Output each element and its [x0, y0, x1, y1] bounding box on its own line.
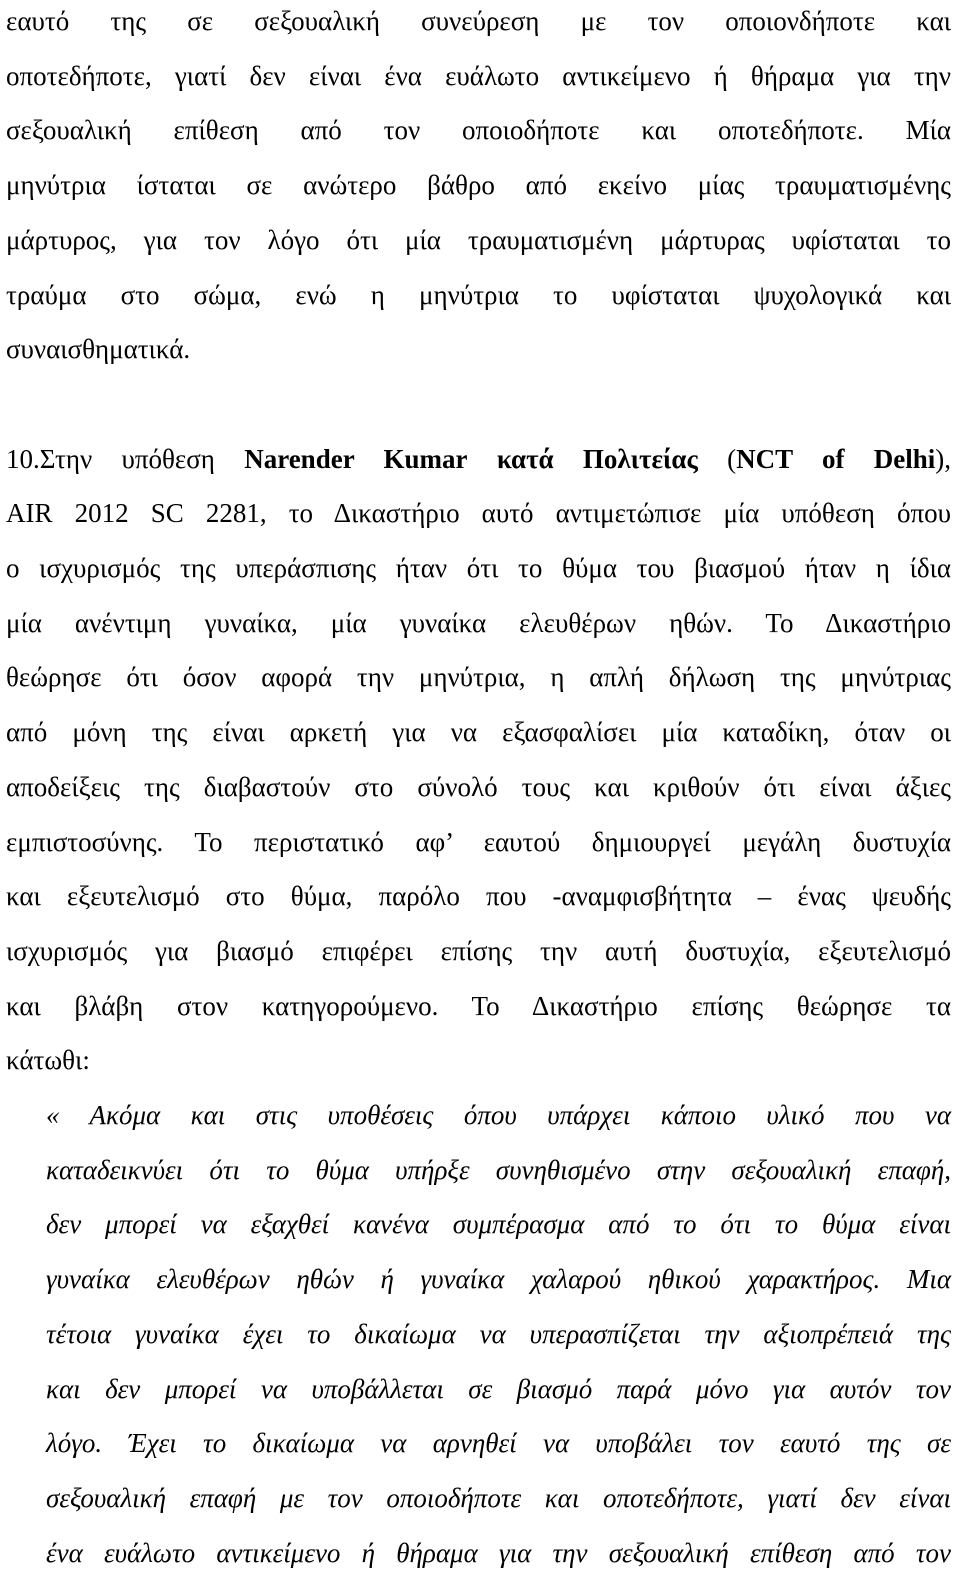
text-line: τραύμα στο σώμα, ενώ η μηνύτρια το υφίσταται ψυχολογικά και [6, 279, 951, 310]
quote-line: « Ακόμα και στις υποθέσεις όπου υπάρχει κάποιο υλικό που να [46, 1100, 951, 1131]
spacer-text [468, 444, 497, 474]
paren-open: ( [727, 443, 737, 474]
quote-line: δεν μπορεί να εξαχθεί κανένα συμπέρασμα από το ότι το θύμα είναι [46, 1209, 951, 1240]
text-line: από μόνη της είναι αρκετή για να εξασφαλίσει μία καταδίκη, όταν οι [6, 717, 951, 748]
quote-line: ένα ευάλωτο αντικείμενο ή θήραμα για την σεξουαλική επίθεση από τον [46, 1537, 951, 1568]
quote-line: και δεν μπορεί να υποβάλλεται σε βιασμό παρά μόνο για αυτόν τον [46, 1373, 951, 1404]
quote-line: γυναίκα ελευθέρων ηθών ή γυναίκα χαλαρού ηθικού χαρακτήρος. Μια [46, 1264, 951, 1295]
text-line: αποδείξεις της διαβαστούν στο σύνολό τους και κριθούν ότι είναι άξιες [6, 771, 951, 802]
case-jurisdiction: NCT of Delhi [736, 443, 936, 474]
text-line: ισχυρισμός για βιασμό επιφέρει επίσης την αυτή δυστυχία, εξευτελισμό [6, 935, 951, 966]
text-line: εαυτό της σε σεξουαλική συνεύρεση με τον οποιονδήποτε και [6, 6, 951, 36]
text-line: και βλάβη στον κατηγορούμενο. Το Δικαστήριο επίσης θεώρησε τα [6, 990, 951, 1021]
text-line: σεξουαλική επίθεση από τον οποιοδήποτε και οποτεδήποτε. Μία [6, 115, 951, 146]
case-party-name: Narender Kumar [244, 443, 468, 474]
quote-line: καταδεικνύει ότι το θύμα υπήρξε συνηθισμένο στην σεξουαλική επαφή, [46, 1154, 951, 1185]
spacer-text [698, 444, 727, 474]
quote-line: λόγο. Έχει το δικαίωμα να αρνηθεί να υποβάλει τον εαυτό της σε [46, 1428, 951, 1459]
text-line: μία ανέντιμη γυναίκα, μία γυναίκα ελευθέρων ηθών. Το Δικαστήριο [6, 607, 951, 638]
text-line: μηνύτρια ίσταται σε ανώτερο βάθρο από εκείνο μίας τραυματισμένης [6, 170, 951, 201]
block-quote [6, 1088, 951, 1580]
text-line: εμπιστοσύνης. Το περιστατικό αφ’ εαυτού δημιουργεί μεγάλη δυστυχία [6, 826, 951, 857]
text-line: οποτεδήποτε, γιατί δεν είναι ένα ευάλωτο αντικείμενο ή θήραμα για την [6, 60, 951, 91]
paragraph-10 [6, 432, 951, 1088]
quote-line: σεξουαλική επαφή με τον οποιοδήποτε και οποτεδήποτε, γιατί δεν είναι [46, 1482, 951, 1513]
text-line: κάτωθι: [6, 1045, 90, 1076]
quote-line: τέτοια γυναίκα έχει το δικαίωμα να υπερασπίζεται την αξιοπρέπειά της [46, 1318, 951, 1349]
case-party-state: κατά Πολιτείας [496, 443, 698, 474]
text-line: θεώρησε ότι όσον αφορά την μηνύτρια, η απλή δήλωση της μηνύτριας [6, 662, 951, 693]
text-line-heading [6, 432, 951, 487]
paragraph-continuation [6, 0, 951, 377]
paragraph-number-text: 10.Στην υπόθεση [6, 443, 245, 474]
text-line: μάρτυρος, για τον λόγο ότι μία τραυματισμένη μάρτυρας υφίσταται το [6, 224, 951, 255]
text-line: AIR 2012 SC 2281, το Δικαστήριο αυτό αντιμετώπισε μία υπόθεση όπου [6, 498, 951, 529]
text-line: συναισθηματικά. [6, 334, 191, 365]
text-line: ο ισχυρισμός της υπεράσπισης ήταν ότι το θύμα του βιασμού ήταν η ίδια [6, 553, 951, 584]
paragraph-gap [6, 377, 951, 432]
document-page [6, 0, 951, 1580]
text-line: και εξευτελισμό στο θύμα, παρόλο που -αναμφισβήτητα – ένας ψευδής [6, 881, 951, 912]
paren-close: ), [935, 443, 952, 474]
